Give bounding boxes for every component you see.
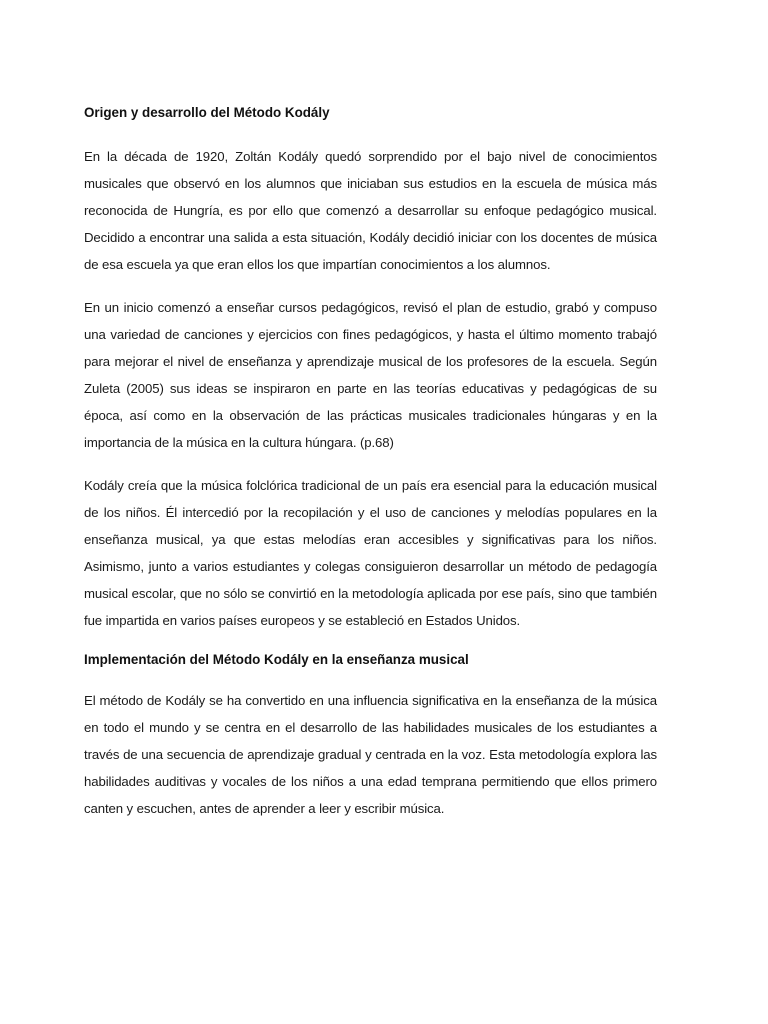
section-heading-implementation: Implementación del Método Kodály en la enseñanza musical [84, 652, 469, 667]
paragraph-origin-3: Kodály creía que la música folclórica tradicional de un país era esencial para la educación musical de los niños. Él intercedió por la recopilación y el uso de canciones y melodías populares en la enseñanza musical, ya que estas melodías eran accesibles y significativas para los niños. Asimismo, junto a varios estudiantes y colegas consiguieron desarrollar un método de pedagogía musical escolar, que no sólo se convirtió en la metodología aplicada por ese país, sino que también fue impartida en varios países europeos y se estableció en Estados Unidos. [84, 478, 657, 628]
paragraph-origin-2: En un inicio comenzó a enseñar cursos pedagógicos, revisó el plan de estudio, grabó y compuso una variedad de canciones y ejercicios con fines pedagógicos, y hasta el último momento trabajó para mejorar el nivel de enseñanza y aprendizaje musical de los profesores de la escuela. Según Zuleta (2005) sus ideas se inspiraron en parte en las teorías educativas y pedagógicas de su época, así como en la observación de las prácticas musicales tradicionales húngaras y en la importancia de la música en la cultura húngara. (p.68) [84, 300, 657, 450]
paragraph-origin-1: En la década de 1920, Zoltán Kodály quedó sorprendido por el bajo nivel de conocimientos musicales que observó en los alumnos que iniciaban sus estudios en la escuela de música más reconocida de Hungría, es por ello que comenzó a desarrollar su enfoque pedagógico musical. Decidido a encontrar una salida a esta situación, Kodály decidió iniciar con los docentes de música de esa escuela ya que eran ellos los que impartían conocimientos a los alumnos. [84, 149, 657, 272]
paragraph-implementation-1: El método de Kodály se ha convertido en una influencia significativa en la enseñanza de la música en todo el mundo y se centra en el desarrollo de las habilidades musicales de los estudiantes a través de una secuencia de aprendizaje gradual y centrada en la voz. Esta metodología explora las habilidades auditivas y vocales de los niños a una edad temprana permitiendo que ellos primero canten y escuchen, antes de aprender a leer y escribir música. [84, 693, 657, 816]
section-heading-origin: Origen y desarrollo del Método Kodály [84, 105, 330, 120]
document-page [84, 103, 657, 838]
